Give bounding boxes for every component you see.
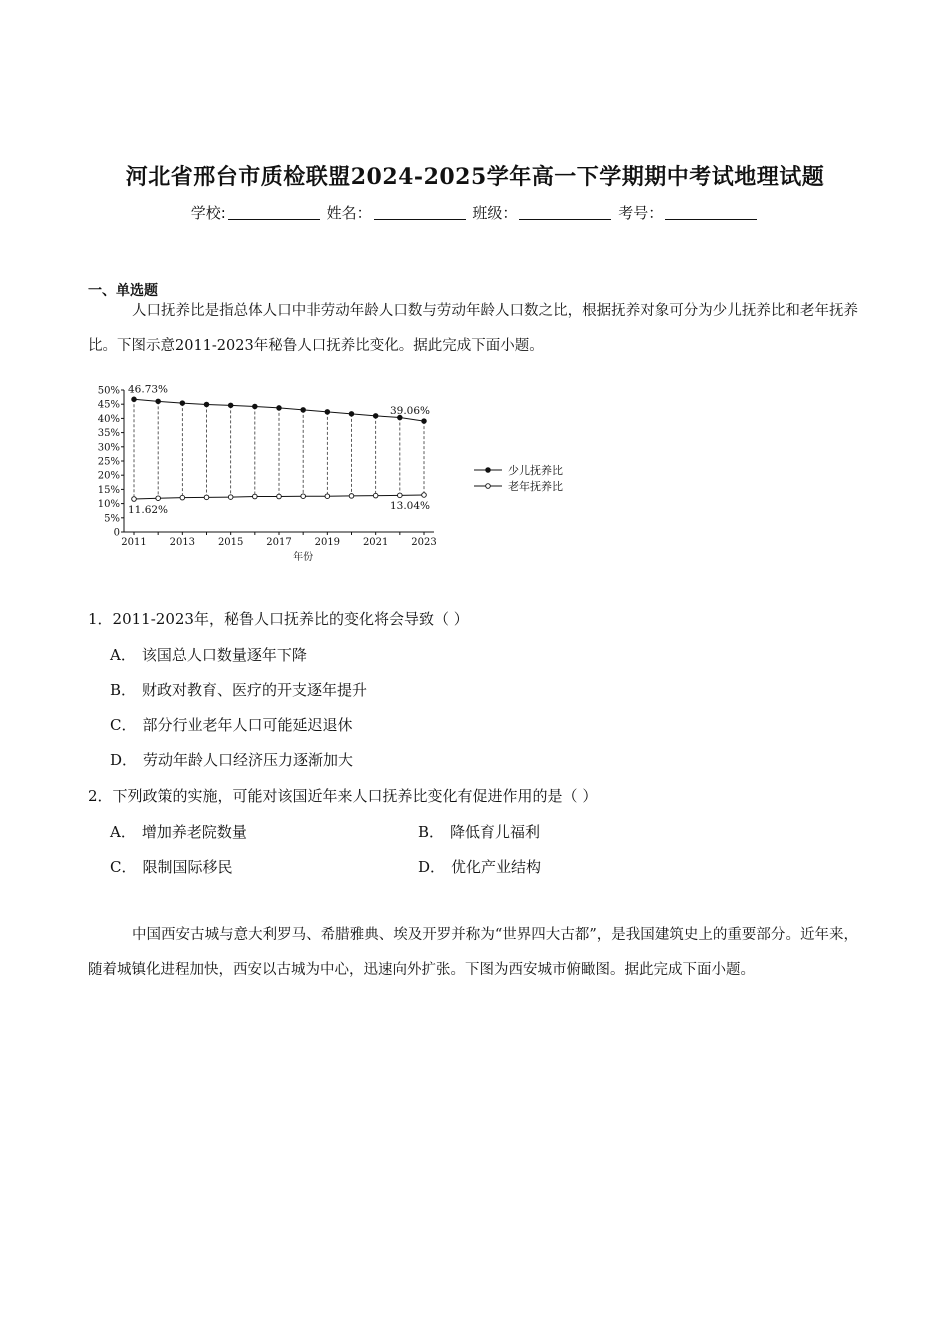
data-point [253, 404, 258, 409]
y-tick-label: 45% [97, 399, 120, 411]
student-info-line [0, 202, 950, 223]
data-point [204, 495, 209, 500]
option-key: B． [418, 823, 445, 841]
data-point [325, 410, 330, 415]
q2-option-d[interactable] [418, 856, 541, 877]
x-axis-label: 年份 [293, 552, 314, 563]
x-tick-label: 2015 [217, 537, 244, 548]
data-point [156, 496, 161, 501]
option-key: A． [110, 646, 136, 664]
data-point [373, 414, 378, 419]
x-tick-label: 2019 [314, 537, 341, 548]
data-point [204, 402, 209, 407]
data-point [228, 495, 233, 500]
data-label: 39.06% [389, 405, 430, 418]
passage-2: 中国西安古城与意大利罗马、希腊雅典、埃及开罗并称为“世界四大古都”，是我国建筑史上的重要部分。近年来，随着城镇化进程加快，西安以古城为中心，迅速向外扩张。下图为西安城市俯瞰图。据此完成下面小题。 [88, 927, 858, 978]
question-1-stem: 1．2011-2023年，秘鲁人口抚养比的变化将会导致（ ） [88, 610, 469, 628]
option-text: 优化产业结构 [451, 858, 542, 876]
option-key: A． [110, 823, 136, 841]
data-label: 11.62% [128, 503, 169, 516]
data-point [301, 494, 306, 499]
y-tick-label: 5% [104, 513, 120, 525]
data-point [373, 493, 378, 498]
option-text: 劳动年龄人口经济压力逐渐加大 [143, 751, 354, 769]
q1-option-c[interactable] [110, 714, 353, 735]
option-text: 该国总人口数量逐年下降 [141, 646, 307, 664]
x-tick-label: 2017 [266, 537, 292, 548]
option-text: 增加养老院数量 [141, 823, 247, 841]
dependency-ratio-chart [90, 378, 590, 568]
data-point [253, 494, 258, 499]
exam-number-label: 考号： [618, 204, 664, 222]
y-tick-label: 20% [97, 470, 120, 482]
legend-label: 少儿抚养比 [508, 464, 563, 477]
data-point [422, 419, 427, 424]
school-blank[interactable] [228, 205, 320, 220]
q2-option-c[interactable] [110, 856, 233, 877]
option-text: 限制国际移民 [142, 858, 233, 876]
y-tick-label: 35% [97, 428, 120, 440]
data-point [325, 494, 330, 499]
class-label: 班级： [472, 204, 518, 222]
data-point [277, 494, 282, 499]
x-tick-label: 2013 [169, 537, 196, 548]
option-text: 降低育儿福利 [450, 823, 541, 841]
data-point [422, 493, 427, 498]
x-tick-label: 2011 [121, 537, 147, 548]
school-label: 学校: [190, 204, 226, 222]
data-point [349, 494, 354, 499]
data-label: 46.73% [128, 383, 169, 396]
x-tick-label: 2023 [411, 537, 437, 548]
x-tick-label: 2021 [362, 537, 389, 548]
option-key: D． [110, 751, 138, 769]
q1-option-d[interactable] [110, 749, 353, 770]
option-key: B． [110, 681, 137, 699]
option-text: 部分行业老年人口可能延迟退休 [142, 716, 353, 734]
data-point [301, 408, 306, 413]
name-label: 姓名： [326, 204, 372, 222]
data-point [398, 493, 403, 498]
section-title: 一、单选题 [88, 283, 158, 299]
class-blank[interactable] [519, 205, 611, 220]
option-key: C． [110, 716, 137, 734]
exam-number-blank[interactable] [665, 205, 757, 220]
question-2-stem: 2．下列政策的实施，可能对该国近年来人口抚养比变化有促进作用的是（ ） [88, 787, 598, 805]
option-key: D． [418, 858, 446, 876]
legend-marker [486, 468, 491, 473]
y-tick-label: 30% [97, 442, 120, 454]
data-point [180, 401, 185, 406]
data-point [132, 497, 137, 502]
data-point [349, 412, 354, 417]
data-point [132, 397, 137, 402]
data-label: 13.04% [389, 499, 430, 512]
data-point [277, 406, 282, 411]
passage-1: 人口抚养比是指总体人口中非劳动年龄人口数与劳动年龄人口数之比，根据抚养对象可分为少儿抚养比和老年抚养比。下图示意2011-2023年秘鲁人口抚养比变化。据此完成下面小题。 [88, 303, 858, 354]
exam-title: 河北省邢台市质检联盟2024-2025学年高一下学期期中考试地理试题 [125, 164, 825, 190]
option-text: 财政对教育、医疗的开支逐年提升 [142, 681, 368, 699]
legend-label: 老年抚养比 [508, 480, 563, 493]
q1-option-a[interactable] [110, 644, 307, 665]
data-point [156, 399, 161, 404]
q2-option-a[interactable] [110, 821, 247, 842]
y-tick-label: 40% [97, 413, 120, 425]
y-tick-label: 15% [97, 484, 120, 496]
legend-marker [486, 484, 491, 489]
name-blank[interactable] [374, 205, 466, 220]
data-point [180, 495, 185, 500]
y-tick-label: 0 [113, 527, 120, 539]
q1-option-b[interactable] [110, 679, 367, 700]
y-tick-label: 10% [97, 499, 120, 511]
y-tick-label: 50% [97, 385, 120, 397]
option-key: C． [110, 858, 137, 876]
q2-option-b[interactable] [418, 821, 540, 842]
data-point [228, 403, 233, 408]
y-tick-label: 25% [97, 456, 120, 468]
